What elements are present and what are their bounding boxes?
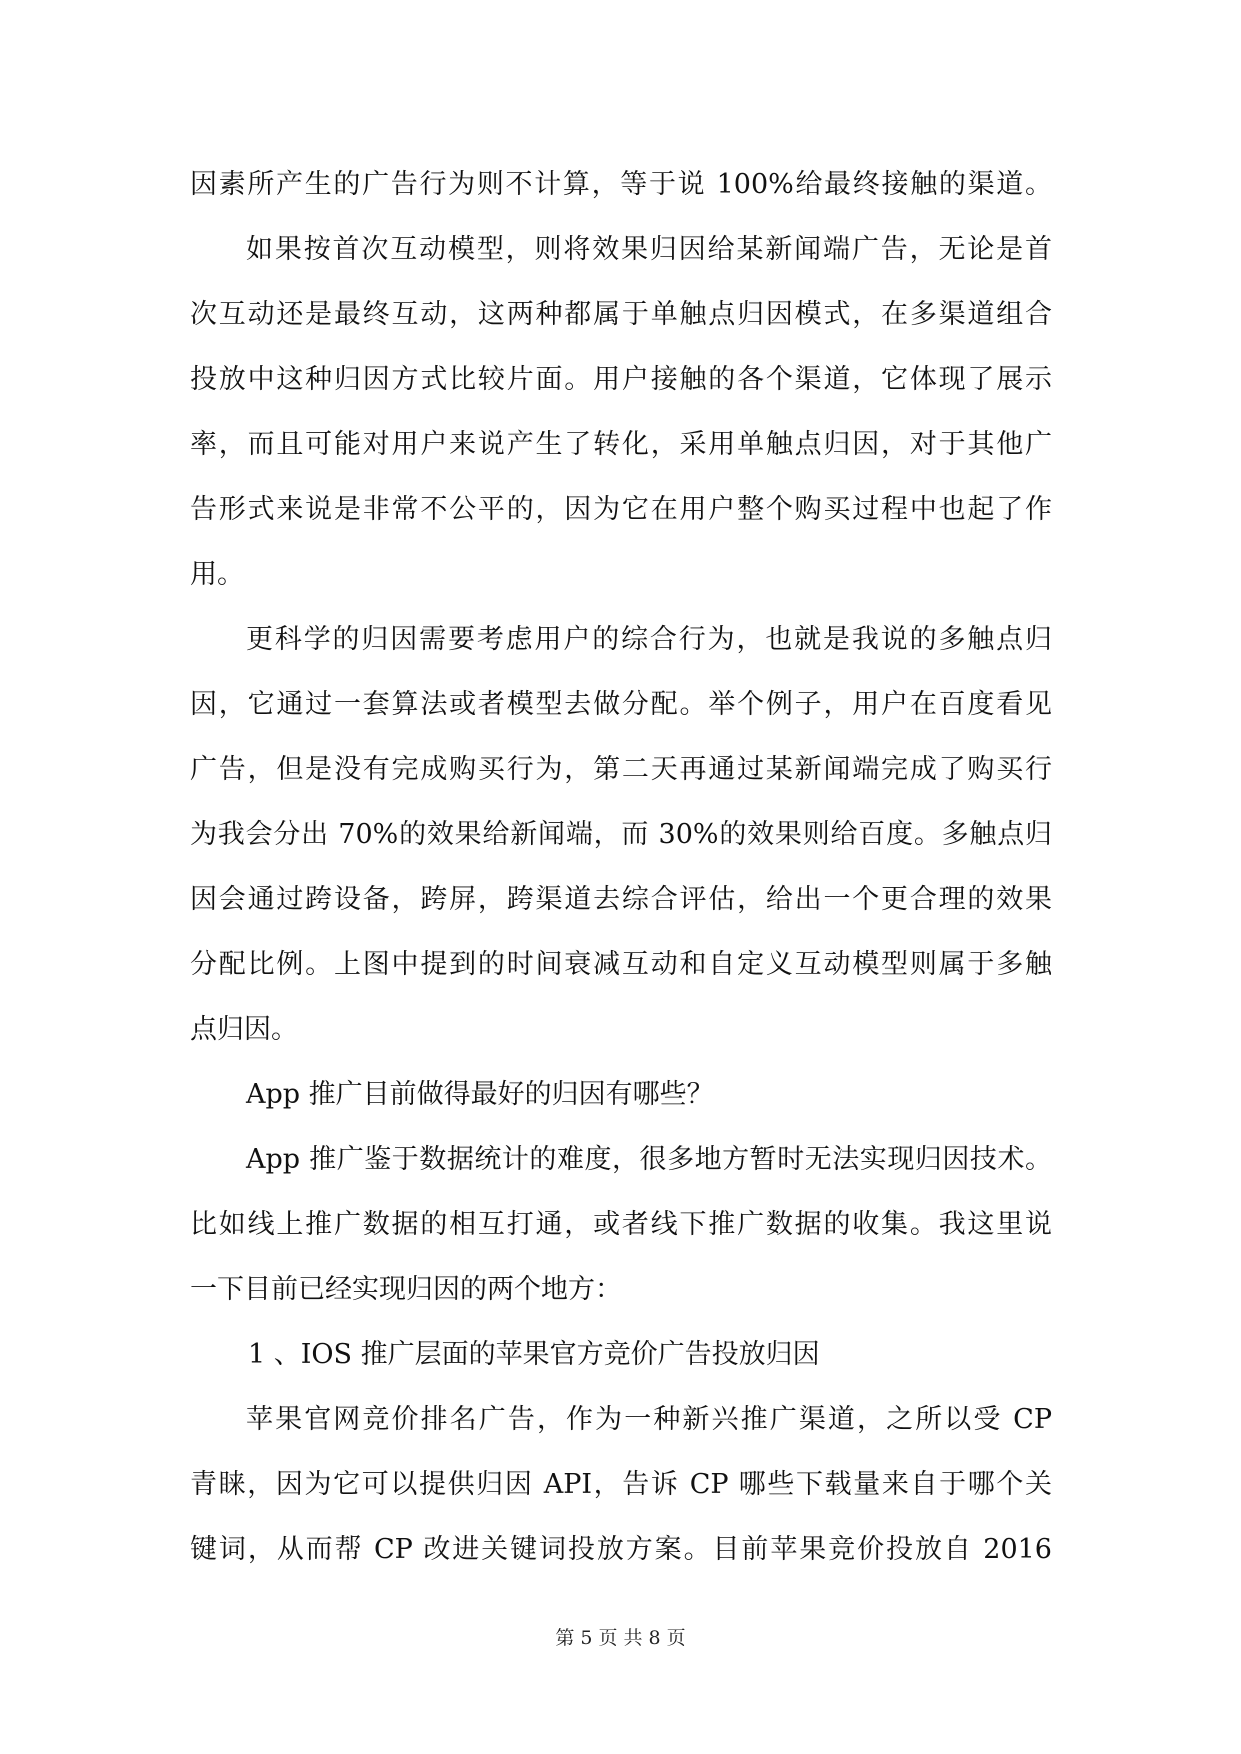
text-line: 用。 [190, 559, 244, 590]
text-line: 比如线上推广数据的相互打通，或者线下推广数据的收集。我这里说 [190, 1209, 1052, 1240]
body-text [190, 152, 1052, 1582]
text-line: 一下目前已经实现归因的两个地方： [190, 1274, 622, 1305]
text-line: 点归因。 [190, 1014, 298, 1045]
text-line: 如果按首次互动模型，则将效果归因给某新闻端广告，无论是首 [246, 234, 1052, 265]
text-line: 广告，但是没有完成购买行为，第二天再通过某新闻端完成了购买行 [190, 754, 1052, 785]
text-line: 分配比例。上图中提到的时间衰减互动和自定义互动模型则属于多触 [190, 949, 1052, 980]
text-line: 苹果官网竞价排名广告，作为一种新兴推广渠道，之所以受 CP [246, 1404, 1052, 1435]
text-line: 键词，从而帮 CP 改进关键词投放方案。目前苹果竞价投放自 2016 [190, 1534, 1052, 1565]
section-heading: 1 、IOS 推广层面的苹果官方竞价广告投放归因 [248, 1339, 820, 1370]
text-line: 率，而且可能对用户来说产生了转化，采用单触点归因，对于其他广 [190, 429, 1052, 460]
text-line: 投放中这种归因方式比较片面。用户接触的各个渠道，它体现了展示 [190, 364, 1052, 395]
text-line: 因素所产生的广告行为则不计算，等于说 100%给最终接触的渠道。 [190, 169, 1052, 200]
text-line: 告形式来说是非常不公平的，因为它在用户整个购买过程中也起了作 [190, 494, 1052, 525]
text-line: 青睐，因为它可以提供归因 API，告诉 CP 哪些下载量来自于哪个关 [190, 1469, 1052, 1500]
text-line: 因会通过跨设备，跨屏，跨渠道去综合评估，给出一个更合理的效果 [190, 884, 1052, 915]
text-line: App 推广目前做得最好的归因有哪些？ [246, 1079, 714, 1110]
page-number-footer: 第 5 页 共 8 页 [555, 1627, 686, 1649]
text-line: 因，它通过一套算法或者模型去做分配。举个例子，用户在百度看见 [190, 689, 1052, 720]
text-line: App 推广鉴于数据统计的难度，很多地方暂时无法实现归因技术。 [246, 1144, 1052, 1175]
text-line: 为我会分出 70%的效果给新闻端，而 30%的效果则给百度。多触点归 [190, 819, 1052, 850]
text-line: 更科学的归因需要考虑用户的综合行为，也就是我说的多触点归 [246, 624, 1052, 655]
text-line: 次互动还是最终互动，这两种都属于单触点归因模式，在多渠道组合 [190, 299, 1052, 330]
